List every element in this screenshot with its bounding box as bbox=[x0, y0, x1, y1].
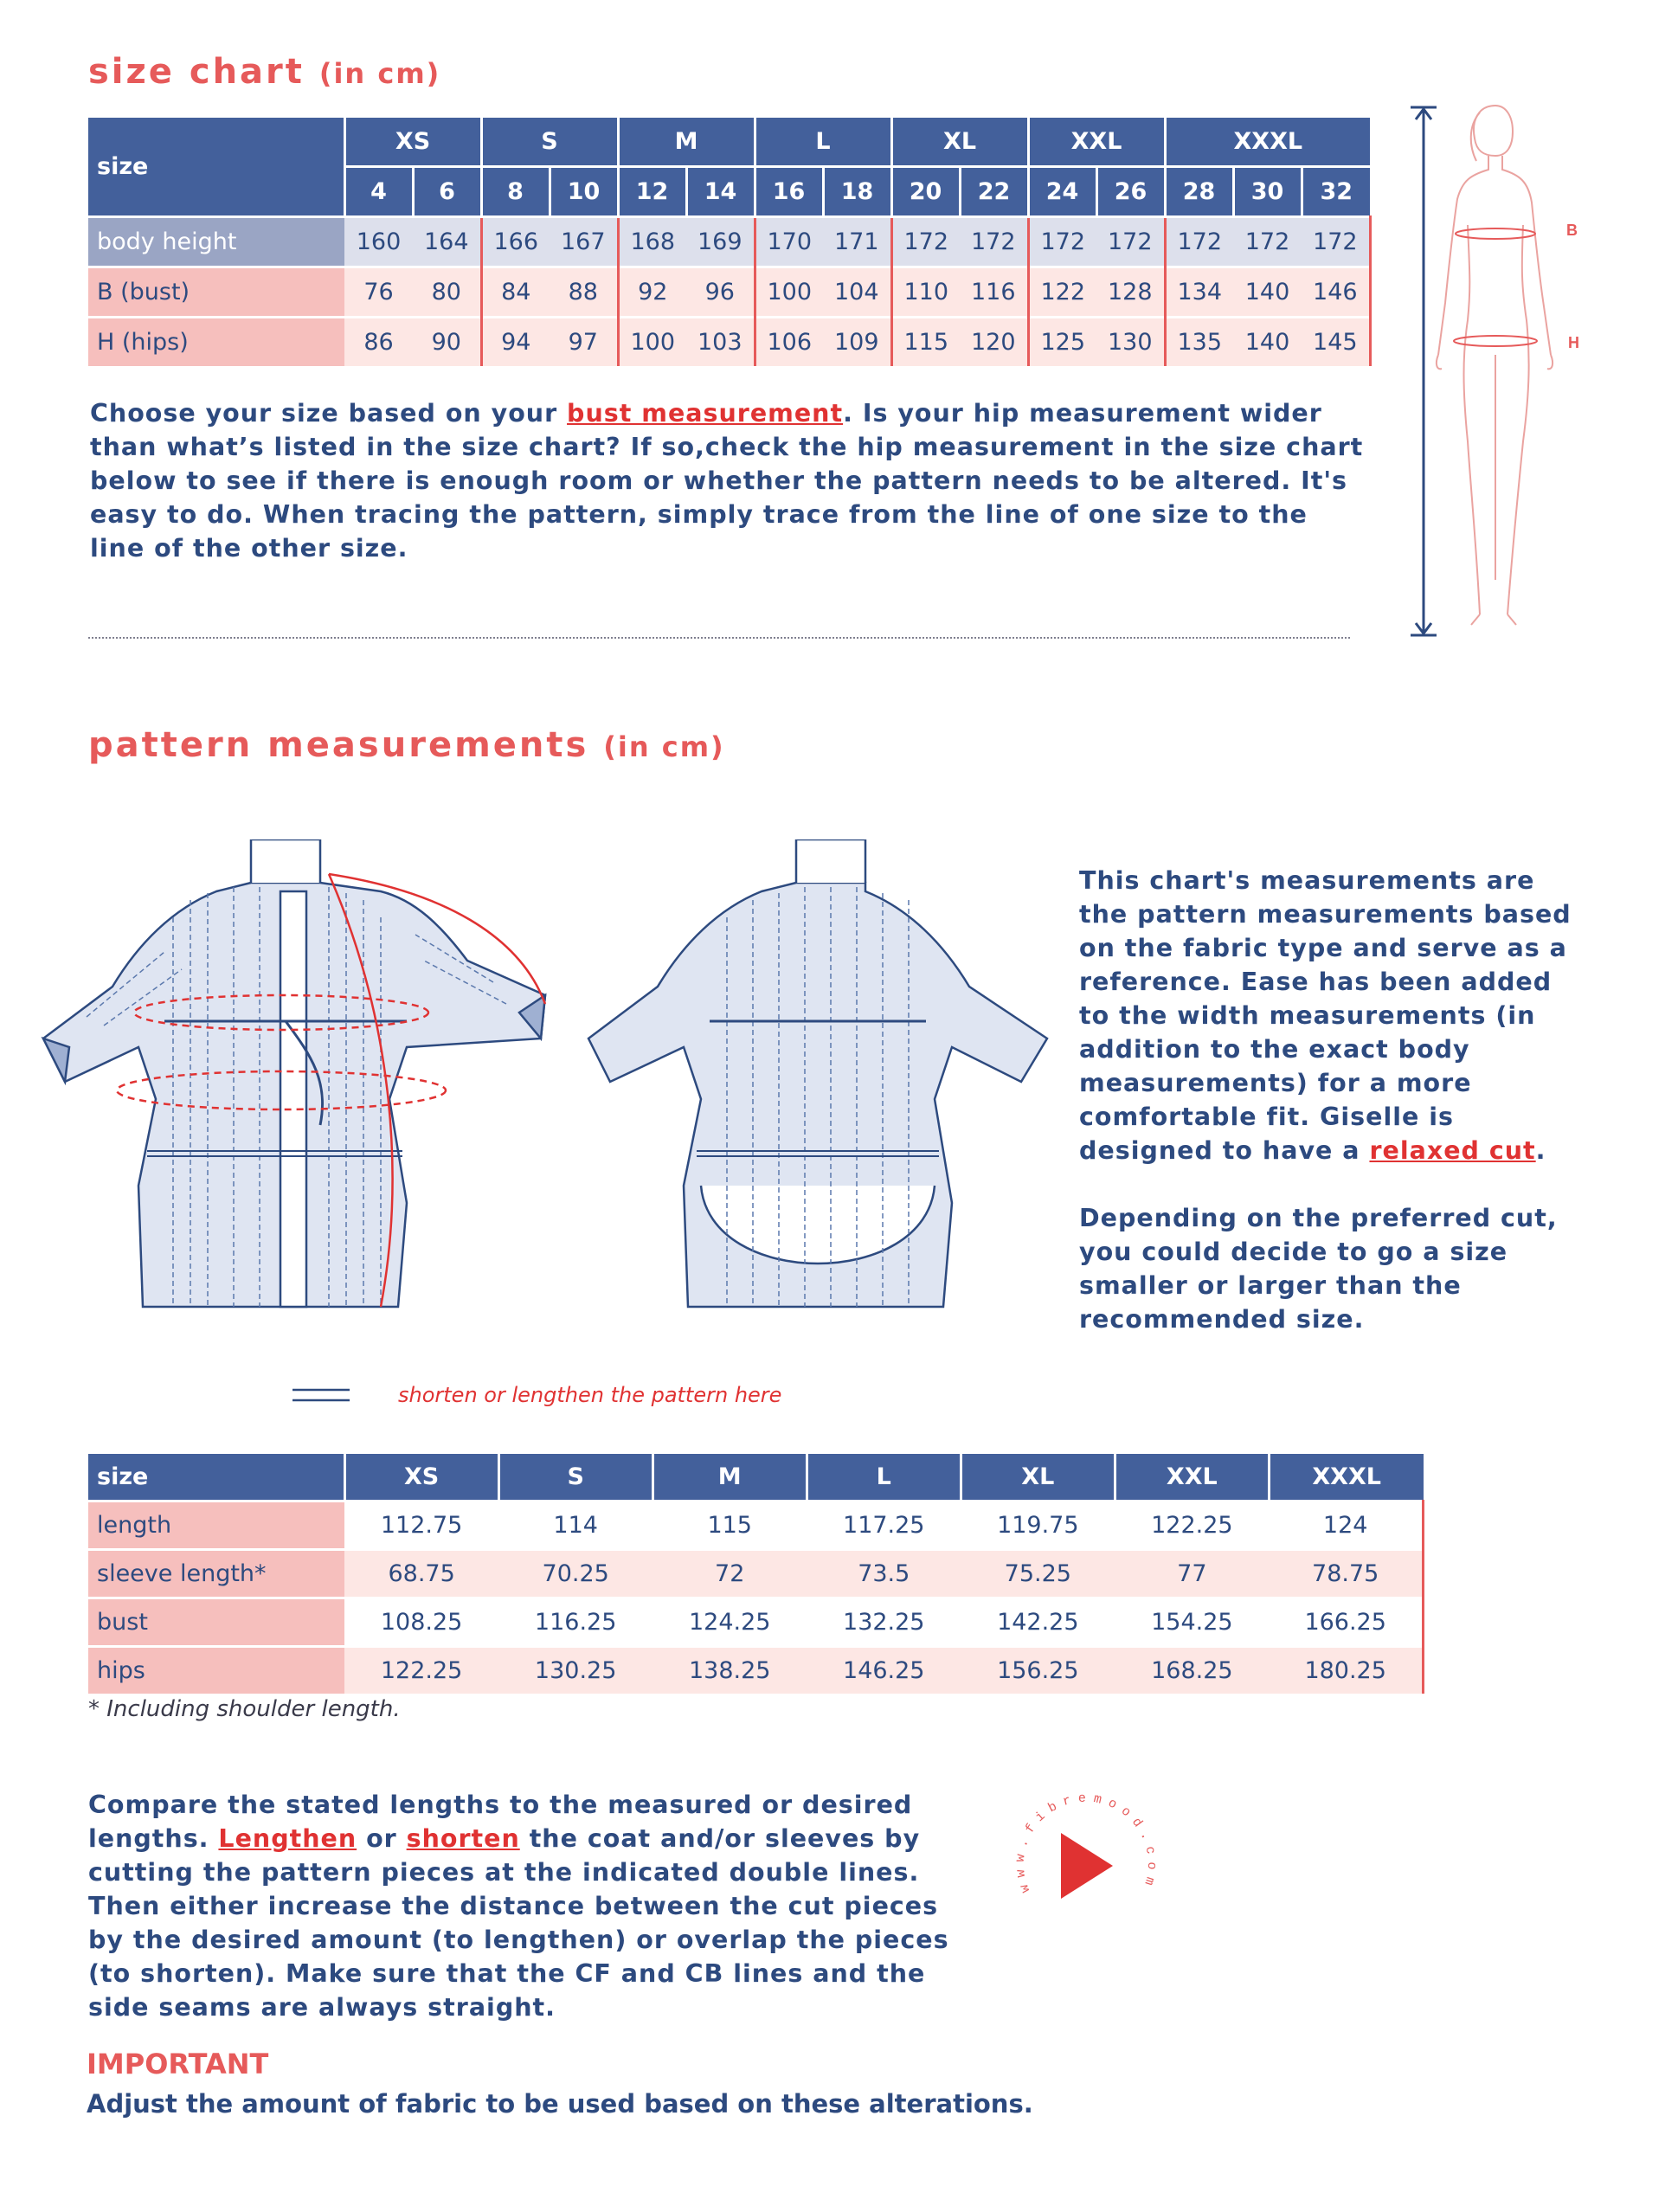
size-number: 20 bbox=[891, 167, 960, 217]
bust-measurement-link[interactable]: bust measurement bbox=[567, 399, 844, 428]
shorten-link[interactable]: shorten bbox=[406, 1824, 520, 1853]
note-text: This chart's measurements are the pattern measurements based on the fabric type and serve as a reference. Ease has been added to the width measurements (in addition to the exact body measurements) for a more comfortable fit. Giselle is designed to have a bbox=[1079, 866, 1572, 1165]
size-group-header: XS bbox=[344, 118, 481, 167]
cell-value: 84 bbox=[481, 267, 550, 318]
cell-value: 145 bbox=[1302, 318, 1370, 367]
size-group-header: XXL bbox=[1028, 118, 1165, 167]
cell-value: 112.75 bbox=[344, 1501, 498, 1550]
size-column-header: XL bbox=[961, 1454, 1115, 1501]
cell-value: 171 bbox=[823, 217, 891, 267]
size-number: 16 bbox=[755, 167, 823, 217]
video-badge[interactable] bbox=[1004, 1783, 1168, 1947]
shorten-note: shorten or lengthen the pattern here bbox=[398, 1383, 782, 1407]
size-column-header: L bbox=[807, 1454, 961, 1501]
cell-value: 130 bbox=[1096, 318, 1165, 367]
cell-value: 140 bbox=[1233, 267, 1302, 318]
cell-value: 172 bbox=[1233, 217, 1302, 267]
alter-text: the coat and/or sleeves by cutting the pattern pieces at the indicated double lines. Then either increase the distance between the cut pieces by the desired amount (to lengthen) or overlap the pieces (to shorten). Make sure that the CF and CB lines and the side seams are always straight. bbox=[88, 1824, 949, 2022]
alter-text: Compare the stated lengths to the measured or desired lengths. bbox=[88, 1791, 913, 1853]
double-line-icon bbox=[292, 1385, 353, 1407]
cell-value: 97 bbox=[550, 318, 618, 367]
cell-value: 168 bbox=[618, 217, 686, 267]
cell-value: 86 bbox=[344, 318, 413, 367]
bust-marker-label: B bbox=[1566, 222, 1578, 239]
cell-value: 100 bbox=[618, 318, 686, 367]
cell-value: 122 bbox=[1028, 267, 1096, 318]
cell-value: 146 bbox=[1302, 267, 1370, 318]
cell-value: 119.75 bbox=[961, 1501, 1115, 1550]
cell-value: 154.25 bbox=[1115, 1598, 1269, 1647]
size-chart-table bbox=[88, 118, 1372, 366]
cell-value: 116 bbox=[960, 267, 1028, 318]
size-group-header: M bbox=[618, 118, 755, 167]
cell-value: 122.25 bbox=[1115, 1501, 1269, 1550]
cell-value: 124 bbox=[1269, 1501, 1423, 1550]
intro-paragraph bbox=[90, 396, 1371, 565]
table-row bbox=[88, 1598, 1424, 1647]
cell-value: 164 bbox=[413, 217, 481, 267]
row-label: B (bust) bbox=[88, 267, 344, 318]
size-column-header: S bbox=[498, 1454, 652, 1501]
cell-value: 132.25 bbox=[807, 1598, 961, 1647]
cell-value: 146.25 bbox=[807, 1647, 961, 1694]
cell-value: 170 bbox=[755, 217, 823, 267]
row-label: H (hips) bbox=[88, 318, 344, 367]
cell-value: 138.25 bbox=[652, 1647, 807, 1694]
pattern-title-text: pattern measurements bbox=[88, 725, 589, 765]
table-row bbox=[88, 1647, 1424, 1694]
cell-value: 169 bbox=[686, 217, 755, 267]
cell-value: 96 bbox=[686, 267, 755, 318]
size-group-header: XXXL bbox=[1165, 118, 1370, 167]
cell-value: 172 bbox=[1165, 217, 1233, 267]
pattern-header-row bbox=[88, 1454, 1424, 1501]
row-label: sleeve length* bbox=[88, 1550, 344, 1598]
size-chart-title bbox=[88, 52, 440, 92]
size-number: 28 bbox=[1165, 167, 1233, 217]
cell-value: 73.5 bbox=[807, 1550, 961, 1598]
size-number: 18 bbox=[823, 167, 891, 217]
cell-value: 104 bbox=[823, 267, 891, 318]
cell-value: 128 bbox=[1096, 267, 1165, 318]
cell-value: 114 bbox=[498, 1501, 652, 1550]
cell-value: 90 bbox=[413, 318, 481, 367]
cell-value: 168.25 bbox=[1115, 1647, 1269, 1694]
cell-value: 122.25 bbox=[344, 1647, 498, 1694]
footnote: * Including shoulder length. bbox=[88, 1696, 401, 1722]
table-row bbox=[88, 217, 1370, 267]
cell-value: 76 bbox=[344, 267, 413, 318]
cell-value: 167 bbox=[550, 217, 618, 267]
intro-text: . Is your hip measurement wider than what’s listed in the size chart? If so,check the hip measurement in the size chart below to see if there is enough room or whether the pattern needs to be altered. It's easy to do. When tracing the pattern, simply trace from the line of one size to the line of the other size. bbox=[90, 399, 1364, 563]
size-group-header: L bbox=[755, 118, 891, 167]
cell-value: 172 bbox=[1028, 217, 1096, 267]
cell-value: 88 bbox=[550, 267, 618, 318]
alter-text: or bbox=[357, 1824, 407, 1853]
size-group-header: XL bbox=[891, 118, 1028, 167]
cell-value: 75.25 bbox=[961, 1550, 1115, 1598]
row-label: body height bbox=[88, 217, 344, 267]
pattern-note-1 bbox=[1079, 864, 1581, 1167]
alteration-paragraph bbox=[88, 1788, 971, 2024]
pattern-note bbox=[1079, 864, 1581, 1370]
cell-value: 115 bbox=[891, 318, 960, 367]
cell-value: 106 bbox=[755, 318, 823, 367]
cell-value: 116.25 bbox=[498, 1598, 652, 1647]
size-number: 12 bbox=[618, 167, 686, 217]
cell-value: 70.25 bbox=[498, 1550, 652, 1598]
size-number: 14 bbox=[686, 167, 755, 217]
relaxed-cut-link[interactable]: relaxed cut bbox=[1369, 1136, 1536, 1165]
cell-value: 68.75 bbox=[344, 1550, 498, 1598]
cell-value: 140 bbox=[1233, 318, 1302, 367]
size-column-header: XXXL bbox=[1269, 1454, 1423, 1501]
coat-illustration bbox=[35, 839, 1056, 1333]
cell-value: 156.25 bbox=[961, 1647, 1115, 1694]
table-row bbox=[88, 267, 1370, 318]
cell-value: 117.25 bbox=[807, 1501, 961, 1550]
size-number: 4 bbox=[344, 167, 413, 217]
row-label: bust bbox=[88, 1598, 344, 1647]
body-outline-icon bbox=[1437, 106, 1552, 625]
size-number: 8 bbox=[481, 167, 550, 217]
cell-value: 160 bbox=[344, 217, 413, 267]
cell-value: 134 bbox=[1165, 267, 1233, 318]
cell-value: 109 bbox=[823, 318, 891, 367]
pattern-table bbox=[88, 1454, 1424, 1694]
size-chart-unit: (in cm) bbox=[318, 57, 441, 90]
height-arrow bbox=[1411, 107, 1437, 635]
important-heading: IMPORTANT bbox=[87, 2048, 269, 2080]
size-column-header: XXL bbox=[1115, 1454, 1269, 1501]
coat-front-icon bbox=[43, 839, 545, 1307]
cell-value: 110 bbox=[891, 267, 960, 318]
size-number: 30 bbox=[1233, 167, 1302, 217]
cell-value: 115 bbox=[652, 1501, 807, 1550]
size-number: 6 bbox=[413, 167, 481, 217]
size-number: 24 bbox=[1028, 167, 1096, 217]
row-label: hips bbox=[88, 1647, 344, 1694]
size-group-header: S bbox=[481, 118, 618, 167]
pattern-note-2: Depending on the preferred cut, you could decide to go a size smaller or larger than the recommended size. bbox=[1079, 1204, 1558, 1334]
cell-value: 108.25 bbox=[344, 1598, 498, 1647]
size-number: 26 bbox=[1096, 167, 1165, 217]
cell-value: 172 bbox=[891, 217, 960, 267]
cell-value: 120 bbox=[960, 318, 1028, 367]
cell-value: 94 bbox=[481, 318, 550, 367]
cell-value: 92 bbox=[618, 267, 686, 318]
body-figure bbox=[1385, 95, 1592, 649]
cell-value: 130.25 bbox=[498, 1647, 652, 1694]
cell-value: 100 bbox=[755, 267, 823, 318]
important-text: Adjust the amount of fabric to be used based on these alterations. bbox=[87, 2089, 1033, 2119]
badge-text-path: www.fibremood.com bbox=[1012, 1791, 1160, 1895]
cell-value: 80 bbox=[413, 267, 481, 318]
dotted-divider bbox=[88, 637, 1350, 639]
cell-value: 180.25 bbox=[1269, 1647, 1423, 1694]
size-number: 22 bbox=[960, 167, 1028, 217]
cell-value: 142.25 bbox=[961, 1598, 1115, 1647]
pattern-unit: (in cm) bbox=[603, 730, 725, 763]
cell-value: 125 bbox=[1028, 318, 1096, 367]
size-column-header: M bbox=[652, 1454, 807, 1501]
size-number: 10 bbox=[550, 167, 618, 217]
coat-back-icon bbox=[588, 839, 1047, 1307]
hips-marker-label: H bbox=[1568, 334, 1579, 351]
cell-value: 77 bbox=[1115, 1550, 1269, 1598]
row-label: length bbox=[88, 1501, 344, 1550]
cell-value: 78.75 bbox=[1269, 1550, 1423, 1598]
lengthen-link[interactable]: Lengthen bbox=[218, 1824, 357, 1853]
size-header-label: size bbox=[88, 118, 344, 217]
cell-value: 135 bbox=[1165, 318, 1233, 367]
size-column-header: XS bbox=[344, 1454, 498, 1501]
cell-value: 124.25 bbox=[652, 1598, 807, 1647]
note-text: . bbox=[1535, 1136, 1546, 1165]
play-icon[interactable] bbox=[1061, 1833, 1113, 1899]
cell-value: 166 bbox=[481, 217, 550, 267]
intro-text: Choose your size based on your bbox=[90, 399, 568, 428]
table-row bbox=[88, 318, 1370, 367]
cell-value: 166.25 bbox=[1269, 1598, 1423, 1647]
cell-value: 72 bbox=[652, 1550, 807, 1598]
cell-value: 172 bbox=[1302, 217, 1370, 267]
size-header-label: size bbox=[88, 1454, 344, 1501]
table-row bbox=[88, 1501, 1424, 1550]
measure-labels bbox=[1566, 222, 1579, 351]
size-chart-title-text: size chart bbox=[88, 52, 305, 92]
table-row bbox=[88, 1550, 1424, 1598]
pattern-title bbox=[88, 725, 725, 765]
cell-value: 172 bbox=[1096, 217, 1165, 267]
cell-value: 172 bbox=[960, 217, 1028, 267]
cell-value: 103 bbox=[686, 318, 755, 367]
size-number: 32 bbox=[1302, 167, 1370, 217]
